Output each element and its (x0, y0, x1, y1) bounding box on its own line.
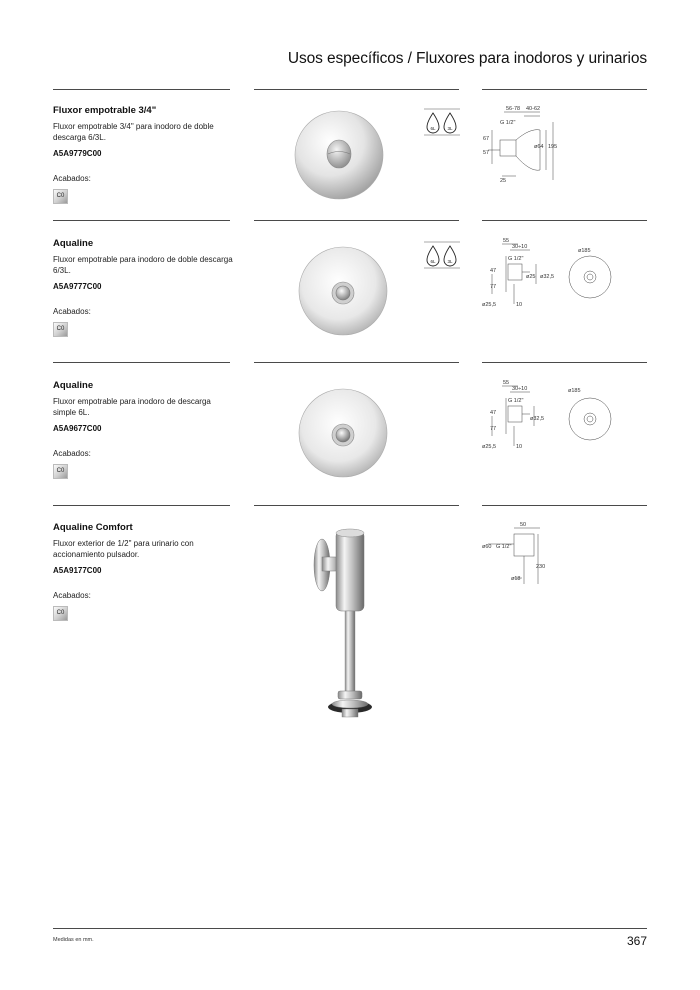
svg-text:230: 230 (536, 564, 546, 570)
divider (53, 362, 230, 363)
svg-text:3L: 3L (447, 126, 453, 131)
finish-swatch-chrome[interactable]: C0 (53, 464, 68, 479)
dual-flush-icons (424, 108, 460, 136)
page-title: Usos específicos / Fluxores para inodoros y urinarios (287, 50, 647, 67)
divider (53, 89, 230, 90)
product-block (53, 522, 233, 621)
svg-text:10: 10 (516, 444, 523, 450)
svg-text:55: 55 (503, 238, 510, 244)
product-code: A5A9677C00 (53, 424, 102, 433)
divider (482, 89, 647, 90)
product-description: Fluxor empotrable 3/4" para inodoro de doble descarga 6/3L. (53, 122, 214, 142)
svg-text:55: 55 (503, 380, 510, 386)
svg-text:ø25: ø25 (526, 274, 536, 280)
finishes-label: Acabados: (53, 174, 91, 183)
product-code: A5A9777C00 (53, 282, 102, 291)
technical-drawing (478, 234, 628, 314)
product-description: Fluxor empotrable para inodoro de descarga simple 6L. (53, 397, 211, 417)
svg-text:G 1/2": G 1/2" (496, 544, 512, 550)
svg-text:ø32,5: ø32,5 (530, 416, 545, 422)
product-code: A5A9177C00 (53, 566, 102, 575)
finishes-label: Acabados: (53, 307, 91, 316)
technical-drawing (478, 102, 568, 192)
svg-text:ø25,5: ø25,5 (482, 302, 497, 308)
svg-text:47: 47 (490, 410, 497, 416)
divider (53, 220, 230, 221)
product-name: Aqualine (53, 238, 94, 249)
product-name: Aqualine (53, 380, 94, 391)
svg-text:30÷10: 30÷10 (512, 244, 528, 250)
product-block (53, 380, 233, 479)
finish-swatch-chrome[interactable]: C0 (53, 189, 68, 204)
divider (482, 362, 647, 363)
divider (254, 220, 459, 221)
footer-divider (53, 928, 647, 929)
svg-text:ø32,5: ø32,5 (540, 274, 555, 280)
svg-text:50: 50 (520, 522, 527, 528)
finishes-label: Acabados: (53, 449, 91, 458)
page-number: 367 (626, 934, 647, 948)
svg-text:6L: 6L (430, 259, 436, 264)
svg-text:G 1/2": G 1/2" (500, 120, 516, 126)
divider (254, 362, 459, 363)
svg-text:10: 10 (516, 302, 523, 308)
svg-text:ø60: ø60 (482, 544, 492, 550)
product-description: Fluxor exterior de 1/2" para urinario con accionamiento pulsador. (53, 539, 194, 559)
product-photo-aqualine-single (296, 386, 391, 481)
svg-text:195: 195 (548, 144, 558, 150)
divider (482, 220, 647, 221)
footer-note: Medidas en mm. (53, 937, 94, 943)
divider (254, 89, 459, 90)
svg-text:47: 47 (490, 268, 497, 274)
finish-swatch-chrome[interactable]: C0 (53, 322, 68, 337)
svg-text:G 1/2": G 1/2" (508, 398, 524, 404)
product-code: A5A9779C00 (53, 149, 102, 158)
svg-text:77: 77 (490, 426, 497, 432)
divider (53, 505, 230, 506)
svg-text:G 1/2": G 1/2" (508, 256, 524, 262)
product-block (53, 105, 233, 204)
finish-swatch-chrome[interactable]: C0 (53, 606, 68, 621)
svg-text:3L: 3L (447, 259, 453, 264)
product-photo-round-plate (292, 108, 387, 203)
product-photo-aqualine-dual (296, 243, 391, 338)
svg-text:ø185: ø185 (578, 248, 591, 254)
svg-text:ø25,5: ø25,5 (482, 444, 497, 450)
finishes-label: Acabados: (53, 591, 91, 600)
product-description: Fluxor empotrable para inodoro de doble descarga 6/3L. (53, 255, 233, 275)
svg-text:40-62: 40-62 (526, 106, 541, 112)
product-name: Fluxor empotrable 3/4" (53, 105, 157, 116)
svg-text:30÷10: 30÷10 (512, 386, 528, 392)
product-name: Aqualine Comfort (53, 522, 133, 533)
svg-text:ø64: ø64 (534, 144, 544, 150)
divider (254, 505, 459, 506)
svg-text:56-78: 56-78 (506, 106, 521, 112)
product-photo-urinal-flush-valve (308, 525, 388, 735)
svg-text:ø18: ø18 (511, 576, 521, 582)
svg-text:67: 67 (483, 136, 490, 142)
divider (482, 505, 647, 506)
svg-text:57: 57 (483, 150, 490, 156)
product-block (53, 238, 233, 337)
svg-text:77: 77 (490, 284, 497, 290)
svg-text:ø185: ø185 (568, 388, 581, 394)
svg-text:6L: 6L (430, 126, 436, 131)
dual-flush-icons (424, 241, 460, 269)
technical-drawing (478, 376, 628, 456)
technical-drawing (478, 518, 568, 588)
svg-text:25: 25 (500, 178, 507, 184)
